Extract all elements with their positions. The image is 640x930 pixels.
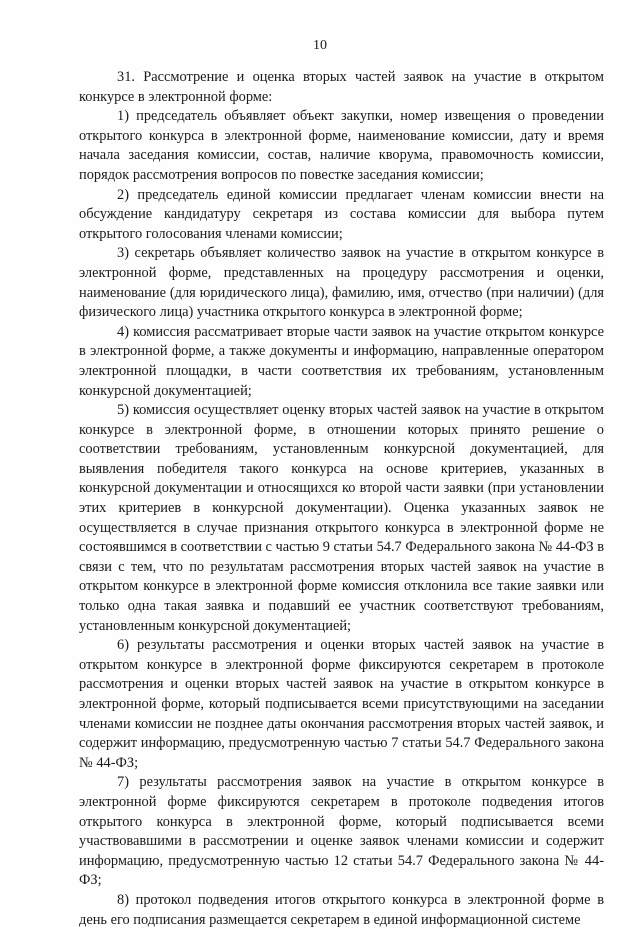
paragraph-item-5: 5) комиссия осуществляет оценку вторых частей заявок на участие в открытом конкурсе в электронной форме, в отношении которых принято решение о соответствии требованиям, установленным конкурсной документацией, для выявления победителя такого конкурса на основе критериев, указанных в конкурсной документации и относящихся ко второй части заявки (при установлении этих критериев в конкурсной документации). Оценка указанных заявок не осуществляется в случае признания открытого конкурса в электронной форме не состоявшимся в соответствии с частью 9 статьи 54.7 Федерального закона № 44-ФЗ в связи с тем, что по результатам рассмотрения вторых частей заявок на участие в открытом конкурсе в электронной форме комиссия отклонила все такие заявки или только одна такая заявка и подавший ее участник соответствуют требованиям, установленным конкурсной документацией;: [79, 402, 605, 634]
paragraph-item-7: 7) результаты рассмотрения заявок на участие в открытом конкурсе в электронной форме фиксируются секретарем в протоколе подведения итогов открытого конкурса в электронной форме, который подписывается всеми участвовавшими в рассмотрении и оценке заявок членами комиссии и содержит информацию, предусмотренную частью 12 статьи 54.7 Федерального закона № 44-ФЗ;: [79, 774, 604, 889]
paragraph-item-2: 2) председатель единой комиссии предлагает членам комиссии внести на обсуждение кандидатуру секретаря из состава комиссии для выбора путем открытого голосования членами комиссии;: [79, 186, 604, 242]
paragraph-31-heading: 31. Рассмотрение и оценка вторых частей заявок на участие в открытом конкурсе в электронной форме:: [79, 69, 604, 105]
document-body: [79, 68, 604, 930]
paragraph-item-1: 1) председатель объявляет объект закупки, номер извещения о проведении открытого конкурса в электронной форме, наименование комиссии, дату и время начала заседания комиссии, состав, наличие кворума, правомочность комиссии, порядок рассмотрения вопросов по повестке заседания комиссии;: [79, 108, 604, 183]
paragraph-item-4: 4) комиссия рассматривает вторые части заявок на участие открытом конкурсе в электронной форме, а также документы и информацию, направленные оператором электронной площадки, в части соответствия их требованиям, установленным конкурсной документацией;: [79, 323, 604, 399]
paragraph-item-6: 6) результаты рассмотрения и оценки вторых частей заявок на участие в открытом конкурсе в электронной форме фиксируются секретарем в протоколе рассмотрения и оценки вторых частей заявок на участие в открытом конкурсе в электронной форме, который подписывается всеми присутствующими на заседании членами комиссии не позднее даты окончания рассмотрения вторых частей заявок, и содержит информацию, предусмотренную частью 7 статьи 54.7 Федерального закона № 44-ФЗ;: [79, 637, 604, 771]
paragraph-item-3: 3) секретарь объявляет количество заявок на участие в открытом конкурсе в электронной форме, представленных на процедуру рассмотрения и оценки, наименование (для юридического лица), фамилию, имя, отчество (при наличии) (для физического лица) участника открытого конкурса в электронной форме;: [79, 245, 604, 321]
paragraph-item-8: 8) протокол подведения итогов открытого конкурса в электронной форме в день его подписания размещается секретарем в единой информационной системе: [79, 891, 604, 928]
page-number: 10: [313, 38, 327, 53]
